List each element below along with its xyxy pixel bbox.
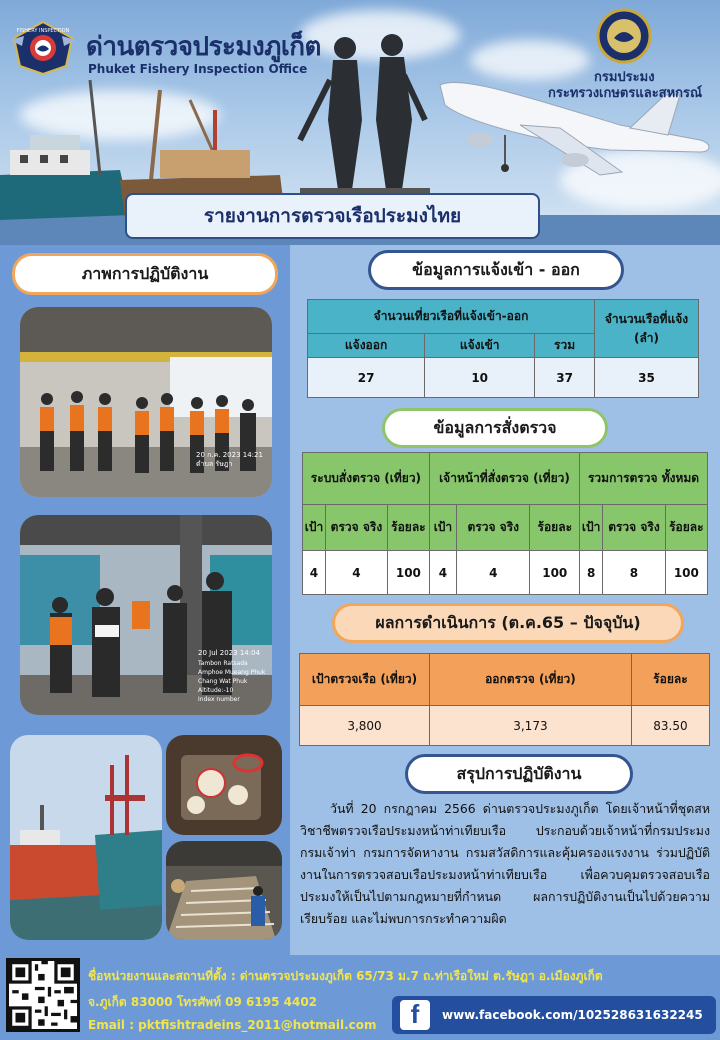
photo-location: Tambon Ratsada [198,660,248,667]
orders-sub-header: เป้า [303,505,326,551]
orders-sub-header: ตรวจ จริง [457,505,530,551]
results-column-header: ออกตรวจ (เที่ยว) [430,654,632,706]
photo-timestamp: 20 ก.ค. 2023 14:21 [196,451,263,459]
orders-value: 100 [665,551,707,595]
results-column-header: เป้าตรวจเรือ (เที่ยว) [300,654,430,706]
notify-column-header: แจ้งออก [308,334,425,358]
orders-sub-header: เป้า [580,505,603,551]
orders-value: 4 [457,551,530,595]
notify-boats-header: จำนวนเรือที่แจ้ง (ลำ) [595,300,699,358]
orders-group-header: รวมการตรวจ ทั้งหมด [580,453,708,505]
department-of-fisheries-seal [596,8,652,64]
facebook-url[interactable]: www.facebook.com/102528631632245 [442,1008,703,1022]
operation-photo-3 [10,735,162,940]
results-section-title: ผลการดำเนินการ (ต.ค.65 – ปัจจุบัน) [332,603,684,643]
operation-photo-5 [166,841,282,940]
orders-value: 8 [580,551,603,595]
orders-sub-header: ตรวจ จริง [325,505,387,551]
notify-table [307,299,699,398]
operation-photo-4 [166,735,282,835]
photos-section-title: ภาพการปฏิบัติงาน [12,253,278,295]
report-title: รายงานการตรวจเรือประมงไทย [125,193,540,239]
orders-table [302,452,708,595]
photo-location: Amphoe Mueang Phuk [198,669,266,676]
results-table [299,653,710,746]
results-value: 3,173 [430,706,632,746]
notify-column-header: รวม [535,334,595,358]
results-value: 3,800 [300,706,430,746]
department-name: กรมประมง [594,70,655,85]
operation-photo-2 [20,515,272,715]
notify-value: 27 [308,358,425,398]
notify-section-title: ข้อมูลการแจ้งเข้า - ออก [368,250,624,290]
photo-location: Chang Wat Phuk [198,678,248,685]
footer [0,955,720,1040]
footer-address: ชื่อหน่วยงานและสถานที่ตั้ง : ด่านตรวจประมงภูเก็ต 65/73 ม.7 ถ.ท่าเรือใหม่ ต.รัษฎา อ.เมืองภูเก็ต [88,969,603,983]
photo-index: Index number [198,696,240,703]
photo-altitude: Altitude:-10 [198,687,234,694]
orders-sub-header: ตรวจ จริง [603,505,665,551]
operation-photo-1 [20,307,272,497]
orders-value: 100 [387,551,429,595]
orders-value: 4 [325,551,387,595]
photo-timestamp: 20 Jul 2023 14:04 [198,649,261,657]
notify-group-header: จำนวนเที่ยวเรือที่แจ้งเข้า-ออก [308,300,595,334]
orders-sub-header: ร้อยละ [665,505,707,551]
orders-value: 4 [303,551,326,595]
notify-value: 10 [425,358,535,398]
orders-value: 8 [603,551,665,595]
fishery-inspection-logo [10,18,76,76]
results-column-header: ร้อยละ [631,654,709,706]
results-value: 83.50 [631,706,709,746]
orders-value: 100 [530,551,580,595]
orders-sub-header: ร้อยละ [530,505,580,551]
orders-group-header: ระบบสั่งตรวจ (เที่ยว) [303,453,430,505]
footer-phone: จ.ภูเก็ต 83000 โทรศัพท์ 09 6195 4402 [88,995,318,1009]
header-banner [0,0,720,245]
logo-lettering: FISHERY INSPECTION [16,28,70,34]
orders-sub-header: ร้อยละ [387,505,429,551]
photo-location: ตำบล รัษฎา [196,460,233,468]
summary-text: วันที่ 20 กรกฎาคม 2566 ด่านตรวจประมงภูเก็ต โดยเจ้าหน้าที่ชุดสหวิชาชีพตรวจเรือประมงหน้าท่าเทียบเรือ ประกอบด้วยเจ้าหน้าที่กรมประมง กรมเจ้าท่า กรมการจัดหางาน กรมสวัสดิการและคุ้มครองแรงงาน ร่วมปฏิบัติงานในการตรวจสอบเรือประมงหน้าท่าเทียบเรือ เพื่อควบคุมตรวจสอบเรือประมงให้เป็นไปตามกฎหมายที่กำหนด ผลการปฏิบัติงานเป็นไปด้วยความเรียบร้อย และไม่พบการกระทำความผิด [300,801,710,926]
office-name-thai: ด่านตรวจประมงภูเก็ต [86,32,321,62]
footer-email[interactable]: Email : pktfishtradeins_2011@hotmail.com [88,1018,377,1032]
orders-section-title: ข้อมูลการสั่งตรวจ [382,408,608,448]
photo-column [0,245,290,955]
notify-boats-value: 35 [595,358,699,398]
orders-group-header: เจ้าหน้าที่สั่งตรวจ (เที่ยว) [429,453,579,505]
orders-value: 4 [429,551,456,595]
office-name-english: Phuket Fishery Inspection Office [88,62,308,76]
notify-column-header: แจ้งเข้า [425,334,535,358]
facebook-link[interactable] [392,996,716,1034]
qr-code[interactable] [6,958,80,1032]
orders-sub-header: เป้า [429,505,456,551]
notify-value: 37 [535,358,595,398]
summary-section-title: สรุปการปฏิบัติงาน [405,754,633,794]
ministry-name: กระทรวงเกษตรและสหกรณ์ [548,86,703,101]
facebook-icon: f [400,1000,430,1030]
